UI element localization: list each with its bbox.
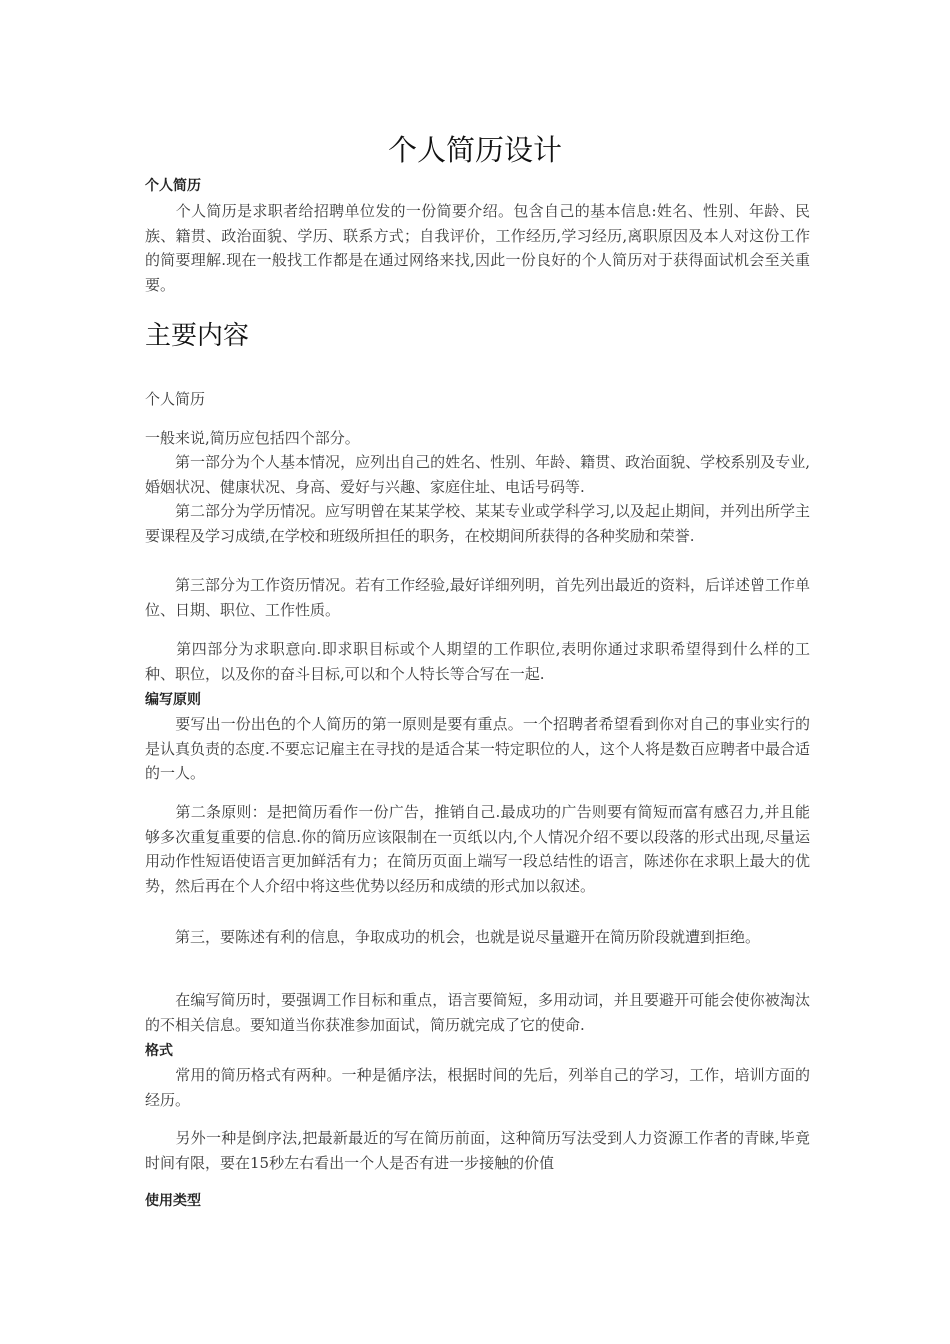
main-content-heading: 主要内容 (145, 321, 250, 351)
section-heading-principles: 编写原则 (145, 692, 201, 708)
intro-paragraph: 个人简历是求职者给招聘单位发的一份简要介绍。包含自己的基本信息:姓名、性别、年龄、民族、籍贯、政治面貌、学历、联系方式；自我评价，工作经历,学习经历,离职原因及本人对这份工作的简要理解.现在一般找工作都是在通过网络来找,因此一份良好的个人简历对于获得面试机会至关重要。 (145, 202, 810, 294)
part-four-paragraph: 第四部分为求职意向.即求职目标或个人期望的工作职位,表明你通过求职希望得到什么样的工种、职位，以及你的奋斗目标,可以和个人特长等合写在一起. (145, 640, 810, 683)
sub-label: 个人简历 (145, 390, 206, 408)
format-one-paragraph: 常用的简历格式有两种。一种是循序法，根据时间的先后，列举自己的学习，工作，培训方面的经历。 (145, 1066, 810, 1109)
principle-three-paragraph: 第三，要陈述有利的信息，争取成功的机会，也就是说尽量避开在简历阶段就遭到拒绝。 (145, 928, 761, 946)
part-one-paragraph: 第一部分为个人基本情况，应列出自己的姓名、性别、年龄、籍贯、政治面貌、学校系别及专业,婚姻状况、健康状况、身高、爱好与兴趣、家庭住址、电话号码等. (145, 453, 810, 496)
section-heading-usage: 使用类型 (145, 1193, 201, 1209)
format-two-paragraph: 另外一种是倒序法,把最新最近的写在简历前面，这种简历写法受到人力资源工作者的青睐,毕竟时间有限，要在15秒左右看出一个人是否有进一步接触的价值 (145, 1129, 810, 1172)
principle-one-paragraph: 要写出一份出色的个人简历的第一原则是要有重点。一个招聘者希望看到你对自己的事业实行的是认真负责的态度.不要忘记雇主在寻找的是适合某一特定职位的人，这个人将是数百应聘者中最合适的一人。 (145, 715, 810, 782)
part-three-paragraph: 第三部分为工作资历情况。若有工作经验,最好详细列明，首先列出最近的资料，后详述曾工作单位、日期、职位、工作性质。 (145, 576, 810, 619)
document-title: 个人简历设计 (387, 133, 562, 167)
principle-four-paragraph: 在编写简历时，要强调工作目标和重点，语言要简短，多用动词，并且要避开可能会使你被淘汰的不相关信息。要知道当你获准参加面试，简历就完成了它的使命. (145, 991, 810, 1034)
part-two-paragraph: 第二部分为学历情况。应写明曾在某某学校、某某专业或学科学习,以及起止期间，并列出所学主要课程及学习成绩,在学校和班级所担任的职务，在校期间所获得的各种奖励和荣誉. (145, 502, 810, 545)
principle-two-paragraph: 第二条原则：是把简历看作一份广告，推销自己.最成功的广告则要有简短而富有感召力,并且能够多次重复重要的信息.你的简历应该限制在一页纸以内,个人情况介绍不要以段落的形式出现,尽量运用动作性短语使语言更加鲜活有力；在简历页面上端写一段总结性的语言，陈述你在求职上最大的优势，然后再在个人介绍中将这些优势以经历和成绩的形式加以叙述。 (145, 803, 810, 895)
section-heading-format: 格式 (145, 1043, 173, 1059)
section-heading-resume: 个人简历 (145, 178, 201, 194)
intro-line: 一般来说,简历应包括四个部分。 (145, 429, 360, 447)
